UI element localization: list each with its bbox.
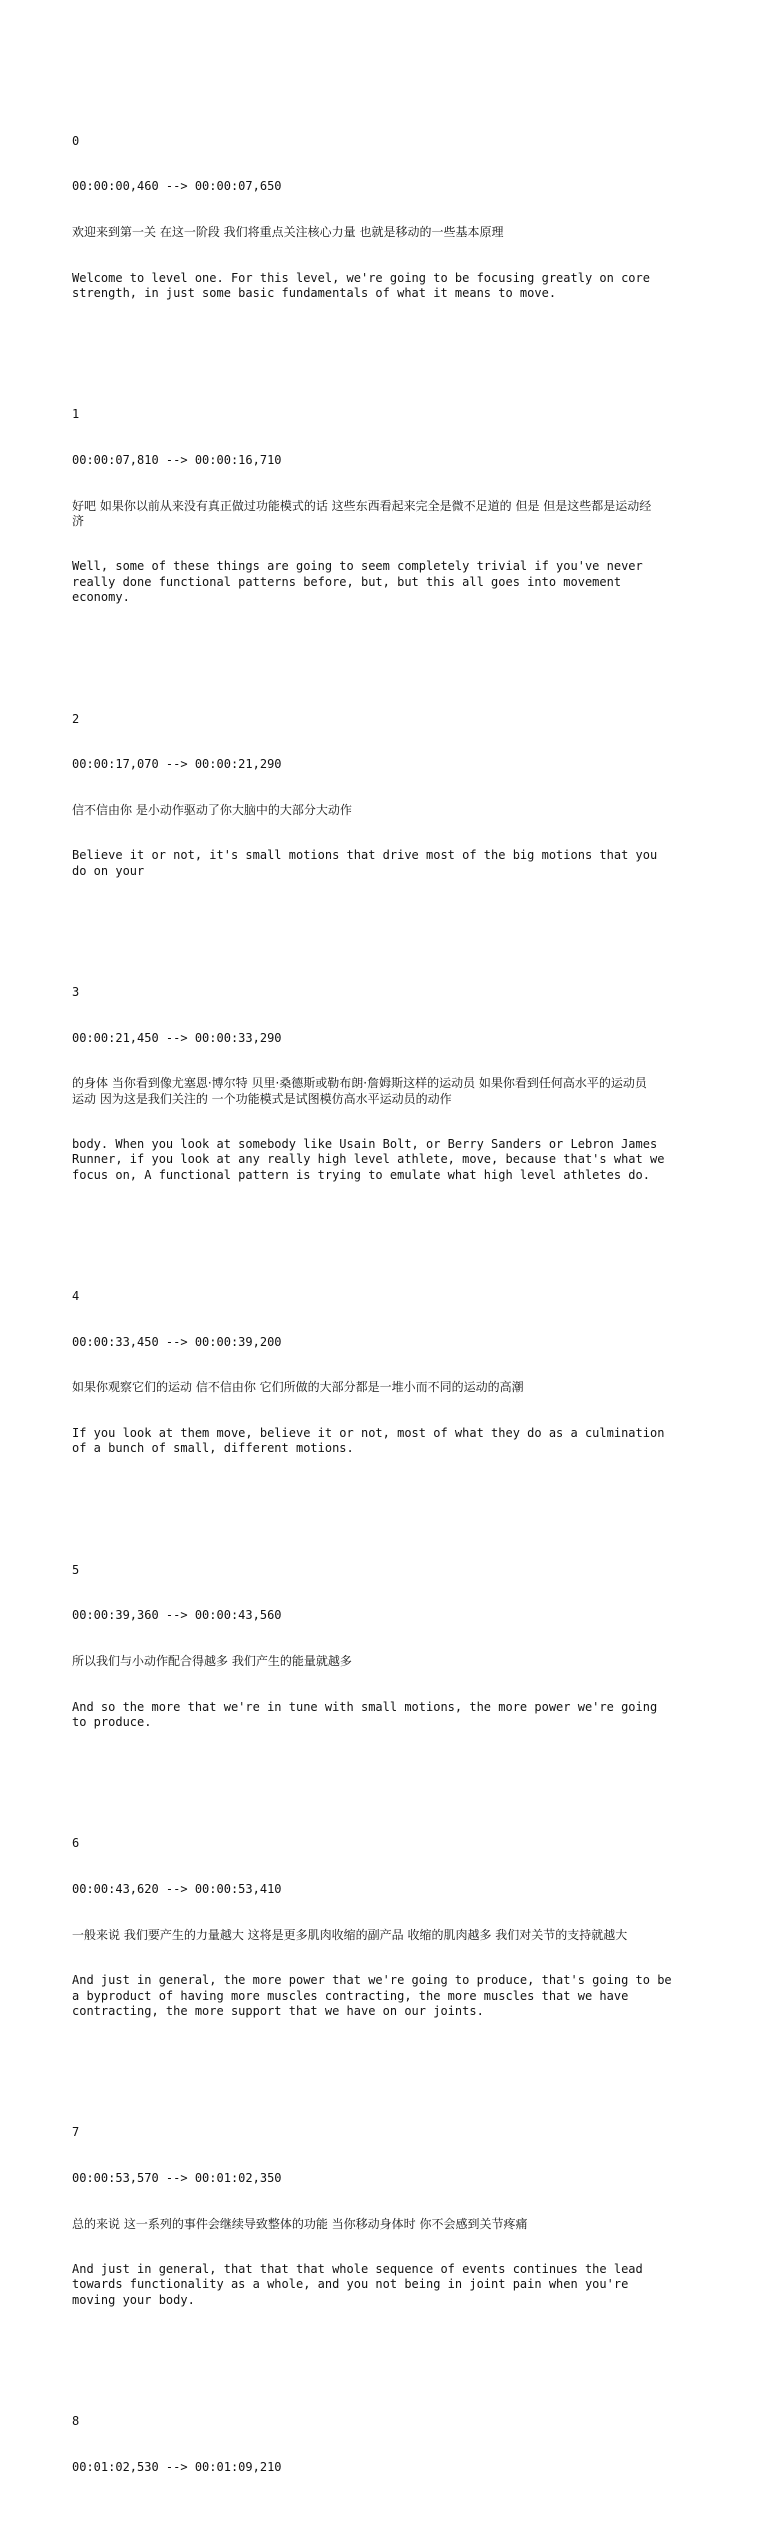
- cue-index: 3: [72, 985, 80, 1000]
- cue-index: 8: [72, 2414, 80, 2429]
- cue-timestamp: 00:00:39,360 --> 00:00:43,560: [72, 1608, 282, 1623]
- subtitle-cue: [72, 2384, 732, 2506]
- cue-index: 0: [72, 133, 80, 148]
- cue-timestamp: 00:00:43,620 --> 00:00:53,410: [72, 1882, 282, 1897]
- cue-chinese-text: 总的来说 这一系列的事件会继续导致整体的功能 当你移动身体时 你不会感到关节疼痛: [72, 2216, 528, 2231]
- cue-chinese-text: 如果你观察它们的运动 信不信由你 它们所做的大部分都是一堆小而不同的运动的高潮: [72, 1380, 524, 1395]
- subtitle-document: [72, 73, 732, 2536]
- subtitle-cue: [72, 955, 732, 1213]
- cue-english-text: Believe it or not, it's small motions that drive most of the big motions that you do on your: [72, 848, 658, 878]
- cue-index: 2: [72, 711, 80, 726]
- cue-english-text: And just in general, that that that whole sequence of events continues the lead towards functionality as a whole, and you not being in joint pain when you're moving your body.: [72, 2262, 643, 2307]
- cue-timestamp: 00:00:17,070 --> 00:00:21,290: [72, 757, 282, 772]
- cue-english-text: Welcome to level one. For this level, we're going to be focusing greatly on core strength, in just some basic fundamentals of what it means to move.: [72, 270, 650, 300]
- subtitle-cue: [72, 2095, 732, 2338]
- cue-timestamp: 00:00:53,570 --> 00:01:02,350: [72, 2170, 282, 2185]
- cue-chinese-text: 好吧 如果你以前从来没有真正做过功能模式的话 这些东西看起来完全是微不足道的 但是 但是这些都是运动经 济: [72, 498, 652, 528]
- cue-index: 6: [72, 1836, 80, 1851]
- cue-english-text: body. When you look at somebody like Usain Bolt, or Berry Sanders or Lebron James Runner, if you look at any really high level athlete, move, because that's what we focus on, A functional pattern is trying to emulate what high level athletes do.: [72, 1137, 665, 1182]
- subtitle-cue: [72, 377, 732, 635]
- cue-chinese-text: 所以我们与小动作配合得越多 我们产生的能量就越多: [72, 1654, 352, 1669]
- cue-chinese-text: 的身体 当你看到像尤塞恩·博尔特 贝里·桑德斯或勒布朗·詹姆斯这样的运动员 如果你看到任何高水平的运动员 运动 因为这是我们关注的 一个功能模式是试图模仿高水平运动员的动作: [72, 1076, 647, 1106]
- cue-timestamp: 00:00:07,810 --> 00:00:16,710: [72, 453, 282, 468]
- cue-chinese-text: 信不信由你 是小动作驱动了你大脑中的大部分大动作: [72, 802, 352, 817]
- subtitle-cue: [72, 103, 732, 331]
- cue-english-text: Well, some of these things are going to seem completely trivial if you've never really done functional patterns before, but, but this all goes into movement economy.: [72, 559, 643, 604]
- cue-timestamp: 00:01:02,530 --> 00:01:09,210: [72, 2459, 282, 2474]
- cue-timestamp: 00:00:00,460 --> 00:00:07,650: [72, 179, 282, 194]
- cue-index: 5: [72, 1562, 80, 1577]
- cue-index: 4: [72, 1289, 80, 1304]
- cue-english-text: And so the more that we're in tune with small motions, the more power we're going to produce.: [72, 1699, 658, 1729]
- subtitle-cue: [72, 1532, 732, 1760]
- cue-chinese-text: 一般来说 我们要产生的力量越大 这将是更多肌肉收缩的副产品 收缩的肌肉越多 我们对关节的支持就越大: [72, 1927, 628, 1942]
- subtitle-cue: [72, 1259, 732, 1487]
- cue-chinese-text: 欢迎来到第一关 在这一阶段 我们将重点关注核心力量 也就是移动的一些基本原理: [72, 225, 504, 240]
- cue-timestamp: 00:00:21,450 --> 00:00:33,290: [72, 1030, 282, 1045]
- subtitle-cue: [72, 681, 732, 909]
- cue-english-text: And just in general, the more power that we're going to produce, that's going to be a byproduct of having more muscles contracting, the more muscles that we have contracting, the more support that we have on our joints.: [72, 1973, 672, 2018]
- cue-index: 1: [72, 407, 80, 422]
- cue-index: 7: [72, 2125, 80, 2140]
- cue-timestamp: 00:00:33,450 --> 00:00:39,200: [72, 1334, 282, 1349]
- cue-english-text: If you look at them move, believe it or not, most of what they do as a culmination of a bunch of small, different motions.: [72, 1426, 665, 1456]
- subtitle-cue: [72, 1806, 732, 2049]
